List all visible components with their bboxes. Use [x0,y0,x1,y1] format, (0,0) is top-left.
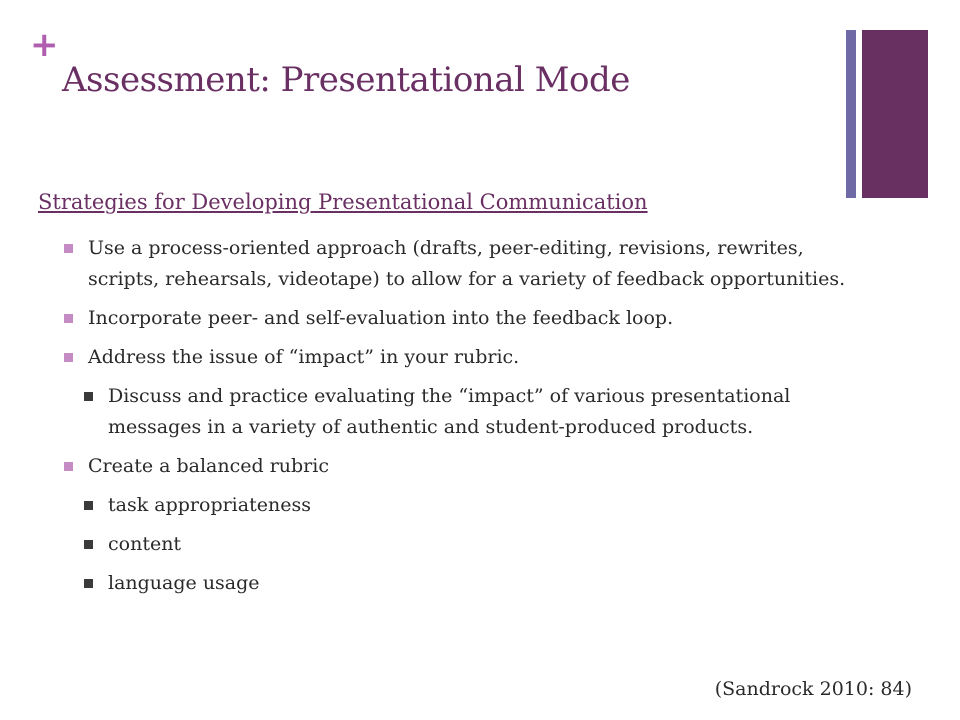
plus-icon: + [30,25,59,65]
square-bullet-icon [84,392,93,401]
decorative-bar-thick [862,30,928,198]
square-bullet-icon [64,353,73,362]
list-item-text: task appropriateness [108,494,311,516]
sub-list-item [84,490,864,521]
square-bullet-icon [64,462,73,471]
list-item-text: Create a balanced rubric [88,455,329,477]
square-bullet-icon [84,579,93,588]
list-item-text: language usage [108,572,260,594]
square-bullet-icon [84,540,93,549]
slide-title: Assessment: Presentational Mode [62,60,630,100]
citation: (Sandrock 2010: 84) [714,678,912,700]
list-item [64,451,864,482]
sub-list-item [84,568,864,599]
list-item-text: content [108,533,182,555]
list-item [64,233,864,295]
section-subtitle: Strategies for Developing Presentational Communication [38,190,648,214]
bullet-list [64,233,864,607]
square-bullet-icon [84,501,93,510]
list-item-text: Discuss and practice evaluating the “impact” of various presentational messages in a variety of authentic and student-produced products. [108,385,791,438]
decorative-bar-thin [846,30,856,198]
sub-list-item [84,381,864,443]
list-item-text: Address the issue of “impact” in your rubric. [88,346,520,368]
list-item-text: Incorporate peer- and self-evaluation into the feedback loop. [88,307,674,329]
list-item-text: Use a process-oriented approach (drafts, peer-editing, revisions, rewrites, scripts, rehearsals, videotape) to allow for a variety of feedback opportunities. [88,237,846,290]
sub-list-item [84,529,864,560]
list-item [64,303,864,334]
list-item [64,342,864,373]
square-bullet-icon [64,244,73,253]
square-bullet-icon [64,314,73,323]
